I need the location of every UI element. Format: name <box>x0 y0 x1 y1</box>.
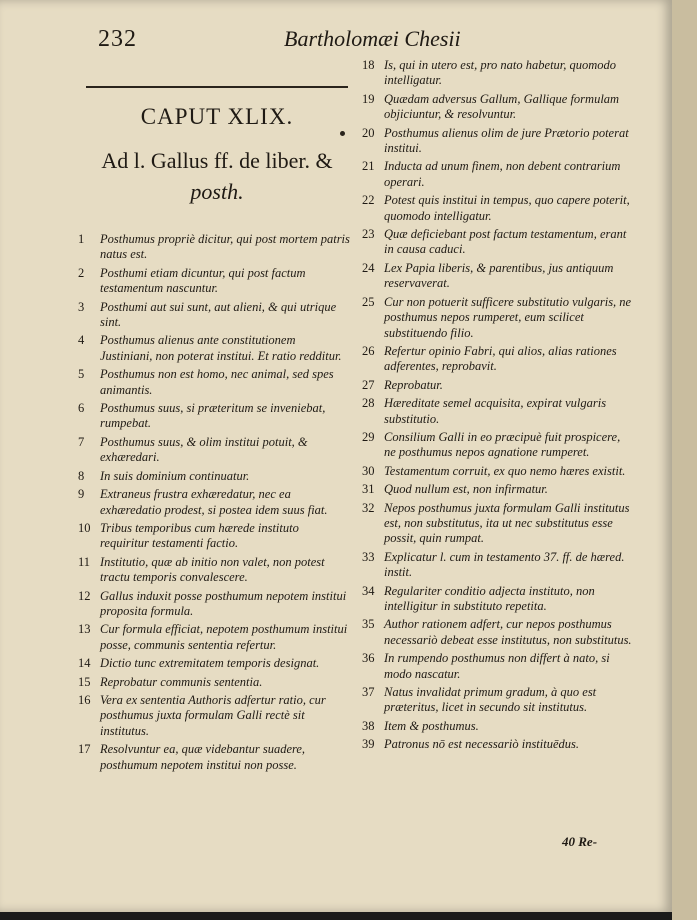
facing-page-edge <box>672 0 697 920</box>
item-text: Vera ex sententia Authoris adfertur ratio, cur posthumus juxta formulam Galli rectè sit institutus. <box>100 692 326 738</box>
item-text: Posthumus suus, si præteritum se inveniebat, rumpebat. <box>100 401 326 431</box>
item-number: 14 <box>78 656 91 671</box>
item-text: Reprobatur communis sententia. <box>100 674 263 689</box>
summary-item <box>78 487 350 518</box>
item-text: Posthumus alienus ante constitutionem Justiniani, non poterat institui. Et ratio redditur. <box>100 333 342 363</box>
item-number: 8 <box>78 468 85 483</box>
summary-item <box>78 435 350 466</box>
item-text: Quædam adversus Gallum, Gallique formulam objiciuntur, & resolvuntur. <box>384 91 620 122</box>
item-number: 34 <box>362 583 375 598</box>
item-text: Natus invalidat primum gradum, à quo est præteritus, licet in secundo sit institutus. <box>384 685 597 715</box>
item-text: Nepos posthumus juxta formulam Galli institutus est, non substitutus, ita ut nec substitutus esse possit, quin rumpat. <box>384 500 630 546</box>
item-text: Author rationem adfert, cur nepos posthumus necessariò debeat esse institutus, non substitutus. <box>384 617 632 647</box>
item-number: 7 <box>78 434 85 449</box>
summary-item <box>362 719 632 734</box>
item-number: 19 <box>362 91 375 106</box>
summary-item <box>362 482 632 497</box>
item-text: Resolvuntur ea, quæ videbantur suadere, posthumum nepotem institui non posse. <box>100 742 306 772</box>
item-number: 21 <box>362 159 375 174</box>
summary-column-right <box>362 58 632 756</box>
summary-item <box>78 232 350 263</box>
item-text: In suis dominium continuatur. <box>100 468 250 483</box>
title-rule <box>86 86 348 88</box>
item-text: Posthumus propriè dicitur, qui post mortem patris natus est. <box>100 232 350 262</box>
item-text: Cur formula efficiat, nepotem posthumum institui posse, communis sententia refertur. <box>100 622 348 652</box>
item-number: 2 <box>78 265 85 280</box>
item-number: 20 <box>362 125 375 140</box>
item-number: 22 <box>362 193 375 208</box>
item-number: 1 <box>78 232 85 246</box>
item-number: 37 <box>362 685 375 700</box>
summary-column-left <box>78 232 350 776</box>
item-text: In rumpendo posthumus non differt à nato, si modo nascatur. <box>384 651 610 681</box>
item-number: 39 <box>362 737 375 752</box>
item-number: 6 <box>78 401 85 416</box>
summary-item <box>362 261 632 292</box>
summary-item <box>362 737 632 752</box>
running-title: Bartholomæi Chesii <box>284 26 461 51</box>
item-number: 13 <box>78 622 91 637</box>
item-text: Posthumus alienus olim de jure Prætorio poterat institui. <box>384 125 629 156</box>
summary-item <box>362 92 632 123</box>
item-number: 38 <box>362 718 375 733</box>
summary-item <box>78 589 350 620</box>
item-number: 31 <box>362 482 375 497</box>
summary-item <box>362 430 632 461</box>
item-number: 28 <box>362 396 375 411</box>
item-number: 26 <box>362 343 375 358</box>
summary-item <box>78 693 350 739</box>
item-number: 24 <box>362 260 375 275</box>
item-number: 15 <box>78 674 91 689</box>
item-text: Potest quis institui in tempus, quo capere poterit, quomodo intelligatur. <box>384 193 630 223</box>
item-number: 36 <box>362 651 375 666</box>
item-number: 32 <box>362 500 375 515</box>
summary-item <box>78 401 350 432</box>
item-text: Explicatur l. cum in testamento 37. ff. de hæred. instit. <box>384 549 625 580</box>
item-text: Quæ deficiebant post factum testamentum, erant in causa caduci. <box>384 227 627 257</box>
page-number: 232 <box>98 26 137 52</box>
item-text: Quod nullum est, non infirmatur. <box>384 482 548 497</box>
item-text: Reprobatur. <box>384 377 443 392</box>
item-text: Patronus nō est necessariò instituēdus. <box>384 737 580 752</box>
item-text: Refertur opinio Fabri, qui alios, alias rationes adferentes, reprobavit. <box>384 343 617 374</box>
summary-item <box>362 295 632 341</box>
summary-item <box>78 367 350 398</box>
item-number: 25 <box>362 294 375 309</box>
item-number: 5 <box>78 367 85 382</box>
chapter-heading: CAPUT XLIX. <box>140 104 294 129</box>
summary-item <box>362 227 632 258</box>
item-number: 9 <box>78 487 85 502</box>
summary-item <box>78 521 350 552</box>
item-number: 10 <box>78 520 91 535</box>
item-text: Hæreditate semel acquisita, expirat vulgaris substitutio. <box>384 396 607 426</box>
item-number: 30 <box>362 463 375 478</box>
catchword: 40 Re- <box>562 834 598 849</box>
summary-item <box>78 656 350 671</box>
summary-item <box>362 501 632 547</box>
item-number: 12 <box>78 588 91 603</box>
item-text: Dictio tunc extremitatem temporis designat. <box>100 656 320 671</box>
summary-item <box>78 300 350 331</box>
item-number: 11 <box>78 554 91 569</box>
item-text: Lex Papia liberis, & parentibus, jus antiquum reservaverat. <box>384 260 614 291</box>
item-number: 27 <box>362 377 375 392</box>
summary-item <box>362 651 632 682</box>
summary-item <box>362 159 632 190</box>
item-text: Posthumus suus, & olim institui potuit, & exhæredari. <box>100 434 308 465</box>
item-number: 33 <box>362 549 375 564</box>
item-number: 29 <box>362 429 375 444</box>
item-text: Item & posthumus. <box>384 718 479 733</box>
summary-item <box>78 469 350 484</box>
summary-item <box>362 396 632 427</box>
summary-item <box>78 333 350 364</box>
item-number: 18 <box>362 58 375 72</box>
summary-item <box>78 622 350 653</box>
item-text: Gallus induxit posse posthumum nepotem institui proposita formula. <box>100 588 347 618</box>
item-number: 35 <box>362 617 375 632</box>
subtitle-line-1: Ad l. Gallus ff. de liber. & <box>101 148 333 173</box>
summary-item <box>78 675 350 690</box>
item-text: Cur non potuerit sufficere substitutio vulgaris, ne posthumus nepos rumperet, eum scilicet substituendo filio. <box>384 294 632 340</box>
item-number: 3 <box>78 299 85 314</box>
summary-item <box>362 378 632 393</box>
item-text: Extraneus frustra exhæredatur, nec ea exhæredatio prodest, si postea idem suus fiat. <box>100 487 328 517</box>
summary-item <box>362 550 632 581</box>
item-text: Posthumus non est homo, nec animal, sed spes animantis. <box>100 367 334 397</box>
item-number: 17 <box>78 742 91 757</box>
summary-item <box>78 742 350 773</box>
item-text: Institutio, quæ ab initio non valet, non potest tractu temporis convalescere. <box>100 554 325 585</box>
summary-item <box>78 266 350 297</box>
summary-item <box>78 555 350 586</box>
item-text: Inducta ad unum finem, non debent contrarium operari. <box>384 159 621 189</box>
item-text: Testamentum corruit, ex quo nemo hæres existit. <box>384 463 626 478</box>
summary-item <box>362 344 632 375</box>
item-text: Consilium Galli in eo præcipuè fuit prospicere, ne posthumus nepos agnatione rumperet. <box>384 429 621 460</box>
item-text: Is, qui in utero est, pro nato habetur, quomodo intelligatur. <box>384 58 617 88</box>
summary-item <box>362 464 632 479</box>
summary-item <box>362 584 632 615</box>
item-text: Posthumi etiam dicuntur, qui post factum testamentum nascuntur. <box>100 265 306 296</box>
ornament-dot <box>340 131 345 136</box>
item-number: 4 <box>78 333 85 348</box>
chapter-subtitle <box>86 145 348 207</box>
item-text: Regulariter conditio adjecta instituto, non intelligitur in substituto repetita. <box>384 583 595 613</box>
summary-item <box>362 126 632 157</box>
summary-item <box>362 58 632 89</box>
item-number: 16 <box>78 692 91 707</box>
item-text: Tribus temporibus cum hærede instituto requiritur testamenti factio. <box>100 520 299 551</box>
item-text: Posthumi aut sui sunt, aut alieni, & qui utrique sint. <box>100 299 337 330</box>
summary-item <box>362 617 632 648</box>
summary-item <box>362 193 632 224</box>
subtitle-line-2: posth. <box>190 179 244 204</box>
item-number: 23 <box>362 227 375 242</box>
summary-item <box>362 685 632 716</box>
